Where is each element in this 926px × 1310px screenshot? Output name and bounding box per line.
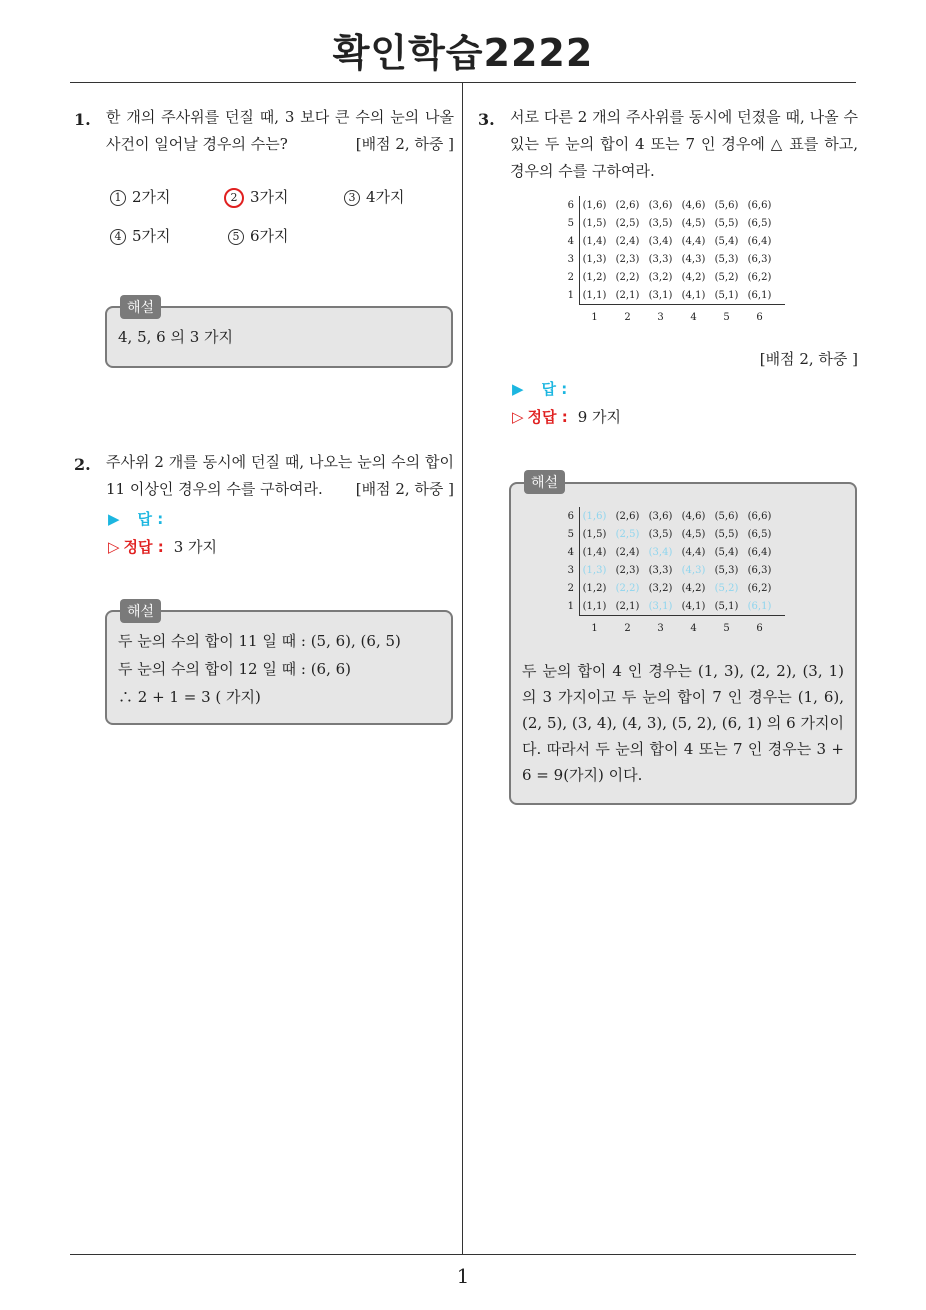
q2-solution-text: [118, 627, 401, 711]
grid-cell: (6,1): [747, 600, 772, 612]
grid-cell: (3,4): [648, 235, 673, 247]
choice-label: 4가지: [366, 188, 405, 206]
grid-cell: (4,6): [681, 199, 706, 211]
grid-cell: (2,1): [615, 289, 640, 301]
q2-solution-line: 두 눈의 수의 합이 11 일 때 : (5, 6), (6, 5): [118, 632, 401, 650]
grid-cell: (5,5): [714, 528, 739, 540]
grid-y-axis: [579, 507, 580, 615]
grid-cell: (2,2): [615, 582, 640, 594]
q3-correct-label: 정답 :: [527, 408, 568, 426]
grid-cell: (5,6): [714, 199, 739, 211]
grid-col-label: 5: [723, 311, 730, 323]
grid-col-label: 6: [756, 311, 763, 323]
grid-y-axis: [579, 196, 580, 304]
grid-cell: (2,5): [615, 528, 640, 540]
q3-text: 서로 다른 2 개의 주사위를 동시에 던졌을 때, 나올 수 있는 두 눈의 합이 4 또는 7 인 경우에 △ 표를 하고, 경우의 수를 구하여라.: [510, 108, 858, 180]
q2-answer-row[interactable]: [108, 508, 163, 529]
q1-solution-text: 4, 5, 6 의 3 가지: [118, 328, 234, 346]
grid-cell: (1,6): [582, 510, 607, 522]
choice-number-icon: 5: [228, 229, 244, 245]
grid-x-axis: [579, 615, 785, 616]
q3-answer-label: 답 :: [541, 380, 568, 398]
grid-cell: (4,1): [681, 289, 706, 301]
q1-choice-3[interactable]: [344, 186, 405, 207]
q3-number: 3.: [478, 110, 495, 129]
grid-cell: (1,5): [582, 528, 607, 540]
grid-row-label: 4: [567, 235, 574, 247]
q2-correct-value: 3 가지: [173, 538, 218, 556]
choice-number-icon: 1: [110, 190, 126, 206]
grid-cell: (4,5): [681, 217, 706, 229]
q1-choice-5[interactable]: [228, 225, 289, 246]
q2-correct-row: [108, 536, 217, 557]
top-rule: [70, 82, 856, 83]
q2-meta: [배점 2, 하중 ]: [355, 480, 454, 498]
grid-col-label: 1: [591, 622, 598, 634]
grid-cell: (6,5): [747, 528, 772, 540]
grid-row-label: 1: [567, 289, 574, 301]
grid-col-label: 4: [690, 311, 697, 323]
grid-cell: (1,3): [582, 564, 607, 576]
grid-col-label: 3: [657, 311, 664, 323]
grid-cell: (1,6): [582, 199, 607, 211]
q2-solution-line: 두 눈의 수의 합이 12 일 때 : (6, 6): [118, 660, 352, 678]
grid-cell: (1,1): [582, 600, 607, 612]
grid-col-label: 1: [591, 311, 598, 323]
q1-meta: [배점 2, 하중 ]: [355, 135, 454, 153]
grid-cell: (6,4): [747, 546, 772, 558]
play-icon: ▶: [512, 380, 524, 398]
q2-solution-tag: 해설: [120, 599, 161, 623]
grid-cell: (3,2): [648, 271, 673, 283]
page-title: 확인학습2222: [332, 31, 594, 75]
grid-cell: (3,3): [648, 564, 673, 576]
grid-cell: (4,3): [681, 564, 706, 576]
grid-cell: (2,4): [615, 546, 640, 558]
grid-cell: (5,3): [714, 253, 739, 265]
grid-col-label: 2: [624, 311, 631, 323]
grid-col-label: 5: [723, 622, 730, 634]
grid-cell: (1,1): [582, 289, 607, 301]
q3-meta: [배점 2, 하중 ]: [759, 350, 858, 368]
grid-cell: (4,3): [681, 253, 706, 265]
grid-cell: (5,1): [714, 600, 739, 612]
grid-cell: (2,4): [615, 235, 640, 247]
grid-cell: (6,1): [747, 289, 772, 301]
grid-row-label: 6: [567, 510, 574, 522]
grid-cell: (5,3): [714, 564, 739, 576]
grid-row-label: 3: [567, 253, 574, 265]
grid-cell: (4,4): [681, 235, 706, 247]
grid-cell: (6,2): [747, 582, 772, 594]
q3-correct-row: [512, 406, 621, 427]
grid-cell: (6,4): [747, 235, 772, 247]
grid-cell: (3,6): [648, 510, 673, 522]
grid-cell: (6,5): [747, 217, 772, 229]
grid-row-label: 1: [567, 600, 574, 612]
grid-col-label: 6: [756, 622, 763, 634]
grid-cell: (5,2): [714, 582, 739, 594]
q1-text: [106, 104, 454, 158]
q2-solution-line: ∴ 2 + 1 = 3 ( 가지): [118, 688, 261, 706]
q1-solution-tag: 해설: [120, 295, 161, 319]
grid-cell: (3,4): [648, 546, 673, 558]
grid-cell: (5,4): [714, 235, 739, 247]
q3-outcome-grid: [560, 196, 776, 326]
grid-row-label: 6: [567, 199, 574, 211]
grid-cell: (4,2): [681, 582, 706, 594]
outline-triangle-icon: ▷: [512, 408, 524, 426]
q1-choice-1[interactable]: [110, 186, 171, 207]
choice-number-icon-marked: 2: [224, 188, 244, 208]
grid-row-label: 5: [567, 217, 574, 229]
choice-label: 2가지: [132, 188, 171, 206]
grid-cell: (2,3): [615, 564, 640, 576]
grid-cell: (5,1): [714, 289, 739, 301]
q3-solution-text: 두 눈의 합이 4 인 경우는 (1, 3), (2, 2), (3, 1) 의 3 가지이고 두 눈의 합이 7 인 경우는 (1, 6), (2, 5), (3, 4), (4, 3), (5, 2), (6, 1) 의 6 가지이다. 따라서 두 눈의 합이 4 또는 7 인 경우는 3 + 6 = 9(가지) 이다.: [522, 662, 844, 784]
play-icon: ▶: [108, 510, 120, 528]
grid-cell: (3,2): [648, 582, 673, 594]
grid-cell: (3,1): [648, 289, 673, 301]
grid-cell: (6,6): [747, 510, 772, 522]
grid-row-label: 2: [567, 582, 574, 594]
grid-cell: (1,2): [582, 271, 607, 283]
grid-cell: (6,2): [747, 271, 772, 283]
grid-col-label: 2: [624, 622, 631, 634]
grid-cell: (3,5): [648, 528, 673, 540]
grid-cell: (5,4): [714, 546, 739, 558]
grid-cell: (1,3): [582, 253, 607, 265]
grid-cell: (2,5): [615, 217, 640, 229]
grid-cell: (3,1): [648, 600, 673, 612]
q2-answer-label: 답 :: [137, 510, 164, 528]
grid-cell: (6,6): [747, 199, 772, 211]
grid-cell: (4,4): [681, 546, 706, 558]
grid-cell: (3,5): [648, 217, 673, 229]
grid-col-label: 4: [690, 622, 697, 634]
grid-cell: (2,2): [615, 271, 640, 283]
grid-cell: (4,6): [681, 510, 706, 522]
grid-cell: (3,3): [648, 253, 673, 265]
q2-text: [106, 449, 454, 503]
grid-cell: (4,1): [681, 600, 706, 612]
q2-number: 2.: [74, 455, 91, 474]
grid-row-label: 2: [567, 271, 574, 283]
grid-cell: (6,3): [747, 253, 772, 265]
grid-row-label: 4: [567, 546, 574, 558]
choice-label: 6가지: [250, 227, 289, 245]
q2-question: 주사위 2 개를 동시에 던질 때, 나오는 눈의 수의 합이 11 이상인 경우의 수를 구하여라.: [106, 453, 454, 498]
grid-cell: (1,4): [582, 546, 607, 558]
grid-cell: (2,3): [615, 253, 640, 265]
q1-choice-4[interactable]: [110, 225, 171, 246]
choice-label: 3가지: [250, 188, 289, 206]
grid-cell: (6,3): [747, 564, 772, 576]
outline-triangle-icon: ▷: [108, 538, 120, 556]
choice-label: 5가지: [132, 227, 171, 245]
q3-correct-value: 9 가지: [577, 408, 622, 426]
bottom-rule: [70, 1254, 856, 1255]
q3-solution-grid: [560, 507, 776, 637]
q1-choice-2[interactable]: [224, 186, 289, 208]
grid-cell: (2,6): [615, 199, 640, 211]
q3-answer-row[interactable]: [512, 378, 567, 399]
grid-cell: (1,5): [582, 217, 607, 229]
grid-cell: (1,4): [582, 235, 607, 247]
grid-cell: (5,6): [714, 510, 739, 522]
grid-cell: (3,6): [648, 199, 673, 211]
q2-correct-label: 정답 :: [123, 538, 164, 556]
grid-row-label: 5: [567, 528, 574, 540]
grid-cell: (4,5): [681, 528, 706, 540]
q1-number: 1.: [74, 110, 91, 129]
grid-cell: (5,5): [714, 217, 739, 229]
choice-number-icon: 4: [110, 229, 126, 245]
page-number: 1: [456, 1264, 470, 1288]
q1-question: 한 개의 주사위를 던질 때, 3 보다 큰 수의 눈의 나올 사건이 일어날 경우의 수는?: [106, 108, 454, 153]
column-divider: [462, 83, 463, 1255]
grid-cell: (2,1): [615, 600, 640, 612]
grid-row-label: 3: [567, 564, 574, 576]
grid-cell: (4,2): [681, 271, 706, 283]
grid-col-label: 3: [657, 622, 664, 634]
choice-number-icon: 3: [344, 190, 360, 206]
grid-cell: (1,2): [582, 582, 607, 594]
q3-solution-tag: 해설: [524, 470, 565, 494]
grid-x-axis: [579, 304, 785, 305]
grid-cell: (2,6): [615, 510, 640, 522]
grid-cell: (5,2): [714, 271, 739, 283]
